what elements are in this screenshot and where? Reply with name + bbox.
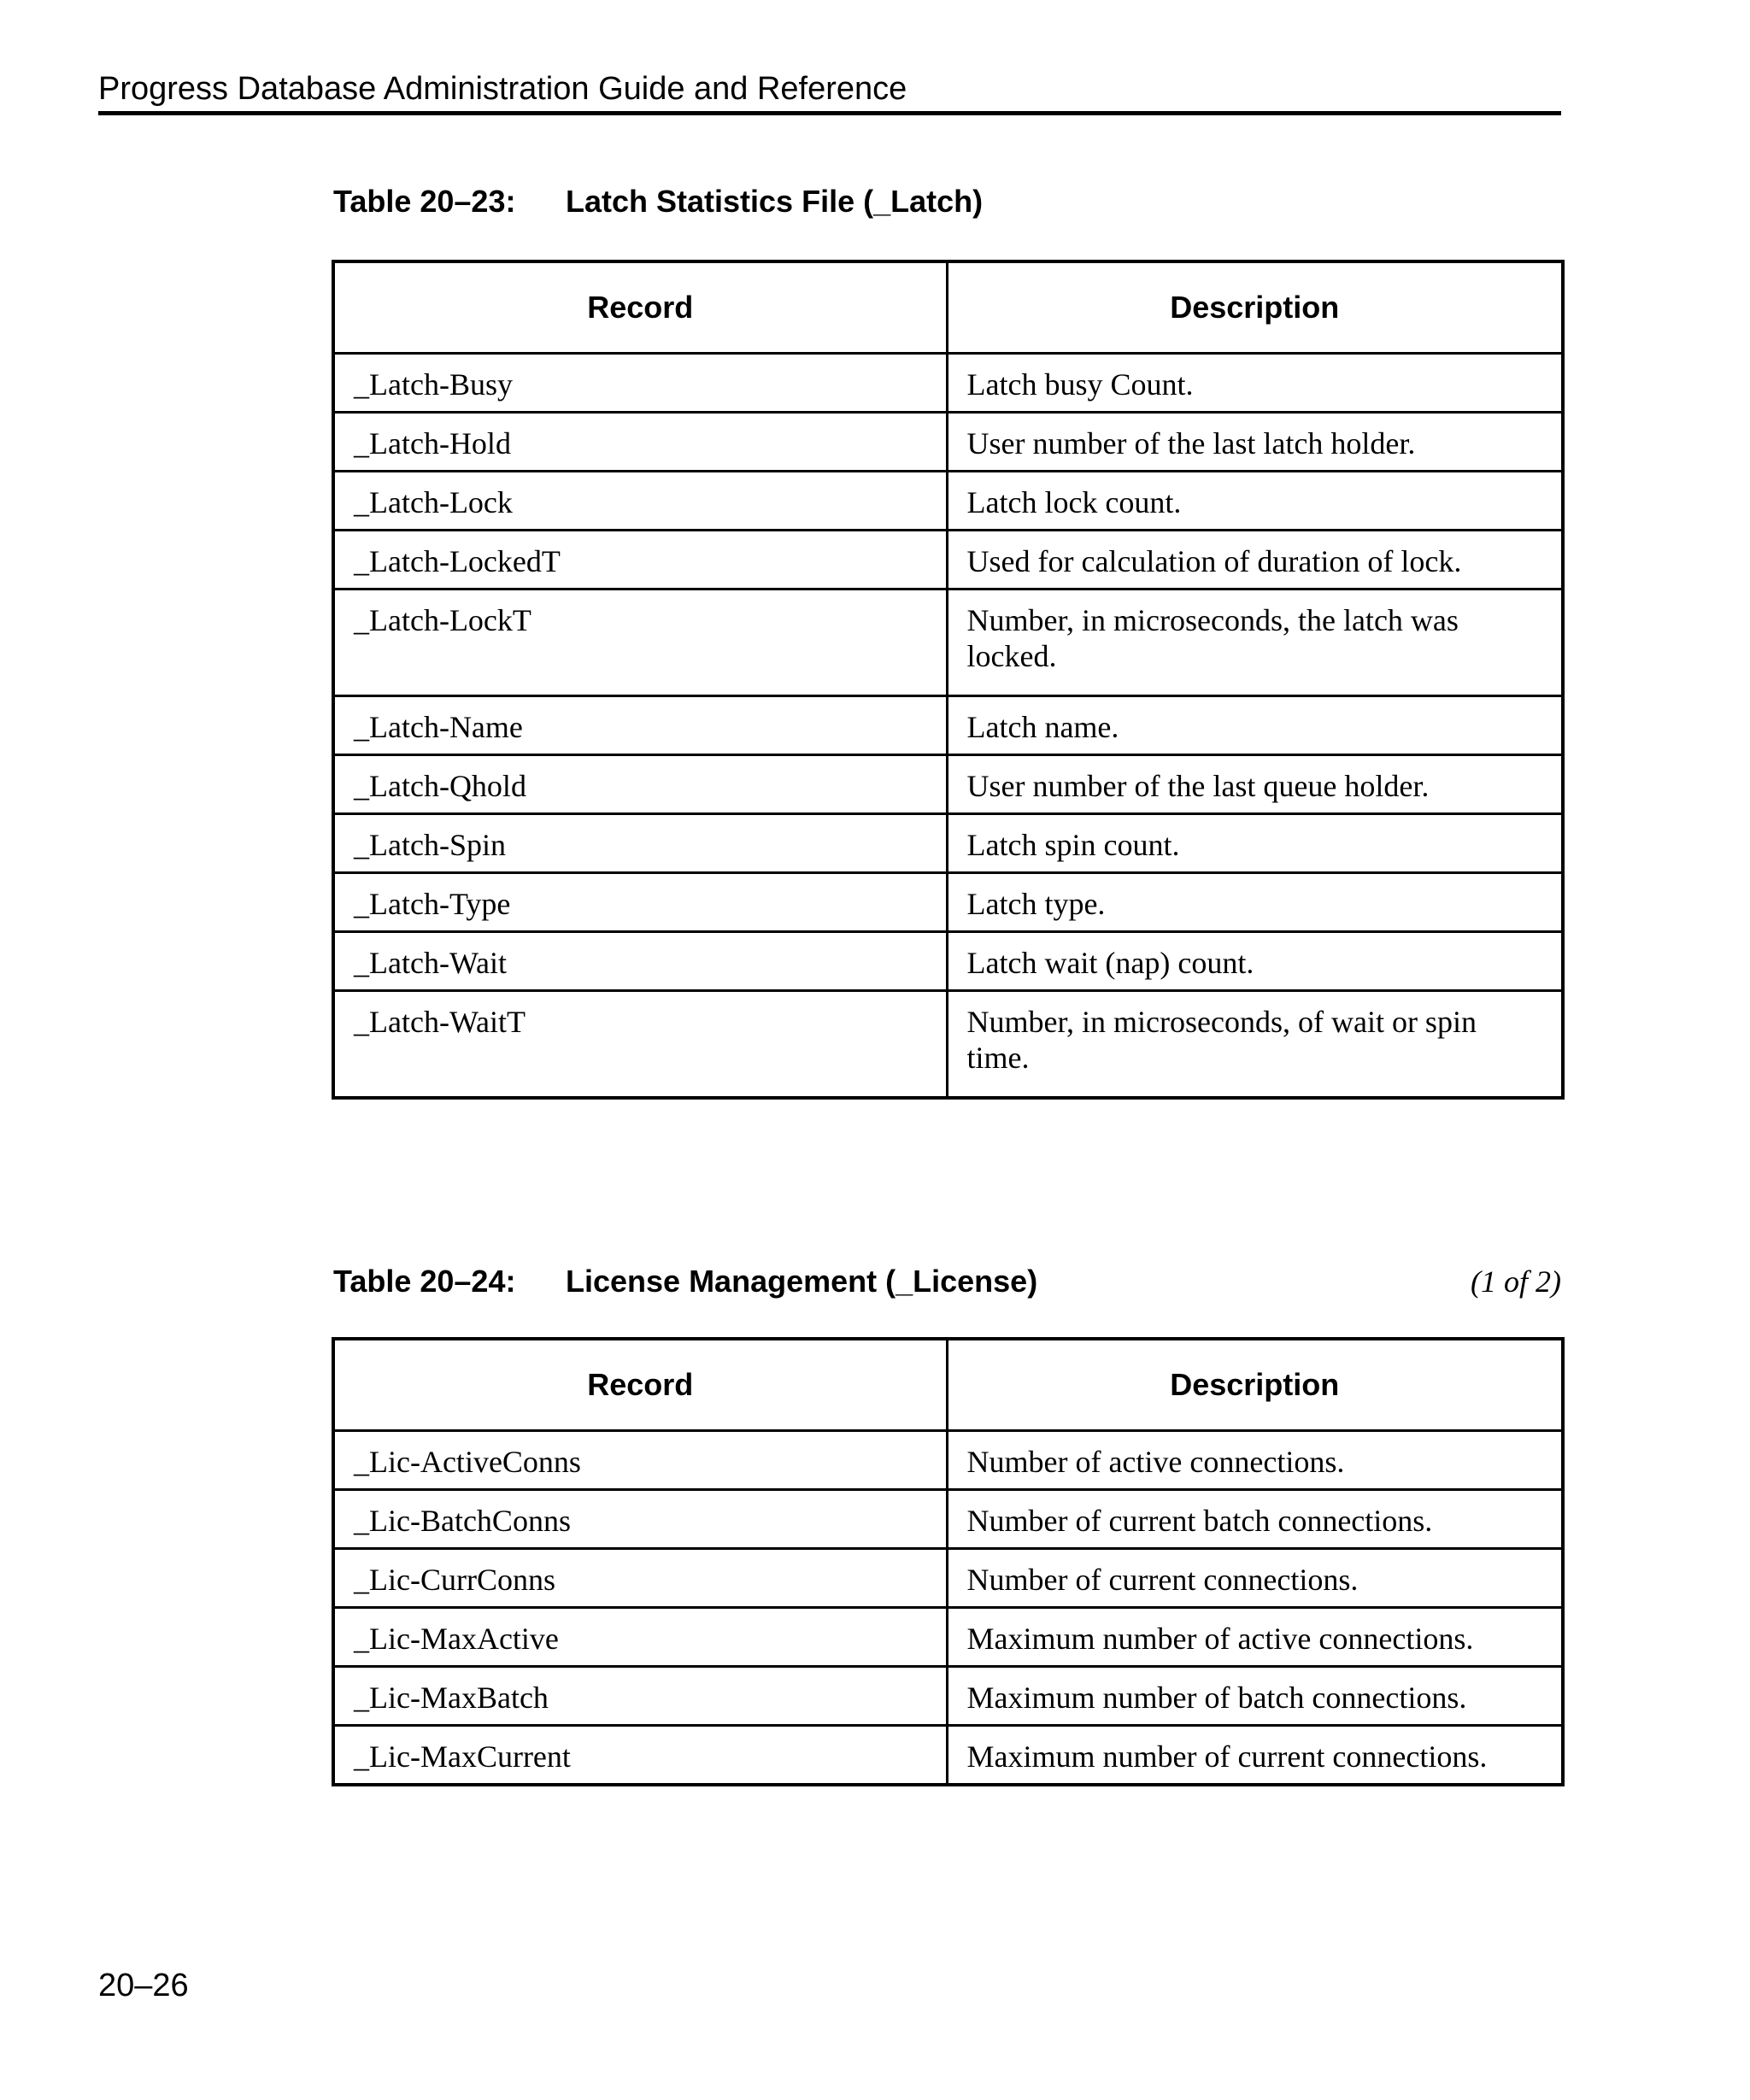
record-cell: _Lic-MaxCurrent: [333, 1726, 947, 1785]
page-number: 20–26: [98, 1968, 189, 2003]
description-cell: Number, in microseconds, of wait or spin time.: [947, 991, 1563, 1098]
table-row: [333, 755, 1563, 814]
description-cell: User number of the last latch holder.: [947, 413, 1563, 472]
record-cell: _Latch-LockT: [333, 590, 947, 696]
description-cell: User number of the last queue holder.: [947, 755, 1563, 814]
record-cell: _Lic-BatchConns: [333, 1490, 947, 1549]
description-cell: Maximum number of current connections.: [947, 1726, 1563, 1785]
description-cell: Latch type.: [947, 873, 1563, 932]
table-row: [333, 1490, 1563, 1549]
table-row: [333, 932, 1563, 991]
description-cell: Number of active connections.: [947, 1431, 1563, 1490]
table-continuation-note: (1 of 2): [1471, 1264, 1561, 1299]
table-row: [333, 873, 1563, 932]
description-cell: Latch busy Count.: [947, 354, 1563, 413]
table-row: [333, 1431, 1563, 1490]
record-cell: _Latch-Type: [333, 873, 947, 932]
column-header-record: Record: [333, 261, 947, 354]
table-row: [333, 814, 1563, 873]
description-cell: Maximum number of batch connections.: [947, 1667, 1563, 1726]
record-cell: _Latch-Hold: [333, 413, 947, 472]
record-cell: _Latch-LockedT: [333, 531, 947, 590]
table-header-row: [333, 261, 1563, 354]
description-cell: Number of current connections.: [947, 1549, 1563, 1608]
table-caption-title: License Management (_License): [566, 1264, 1038, 1299]
record-cell: _Latch-WaitT: [333, 991, 947, 1098]
table-row: [333, 696, 1563, 755]
record-cell: _Latch-Name: [333, 696, 947, 755]
table-caption-number: Table 20–24:: [333, 1264, 516, 1299]
record-cell: _Lic-ActiveConns: [333, 1431, 947, 1490]
description-cell: Latch wait (nap) count.: [947, 932, 1563, 991]
table-row: [333, 531, 1563, 590]
description-cell: Used for calculation of duration of lock.: [947, 531, 1563, 590]
table-row: [333, 590, 1563, 696]
record-cell: _Lic-CurrConns: [333, 1549, 947, 1608]
table-row: [333, 1549, 1563, 1608]
record-cell: _Latch-Lock: [333, 472, 947, 531]
table-row: [333, 1608, 1563, 1667]
column-header-record: Record: [333, 1339, 947, 1431]
record-cell: _Lic-MaxBatch: [333, 1667, 947, 1726]
table-header-row: [333, 1339, 1563, 1431]
running-header: Progress Database Administration Guide and Reference: [98, 71, 907, 107]
table-row: [333, 354, 1563, 413]
latch-statistics-table: [332, 260, 1565, 1100]
column-header-description: Description: [947, 261, 1563, 354]
description-cell: Latch spin count.: [947, 814, 1563, 873]
record-cell: _Lic-MaxActive: [333, 1608, 947, 1667]
column-header-description: Description: [947, 1339, 1563, 1431]
description-cell: Number of current batch connections.: [947, 1490, 1563, 1549]
table-row: [333, 1667, 1563, 1726]
license-management-table: [332, 1337, 1565, 1786]
record-cell: _Latch-Busy: [333, 354, 947, 413]
description-cell: Latch lock count.: [947, 472, 1563, 531]
table-row: [333, 1726, 1563, 1785]
description-cell: Latch name.: [947, 696, 1563, 755]
description-cell: Number, in microseconds, the latch was locked.: [947, 590, 1563, 696]
header-rule: [98, 111, 1561, 115]
record-cell: _Latch-Wait: [333, 932, 947, 991]
table-row: [333, 413, 1563, 472]
table-caption-license: [333, 1258, 1561, 1305]
table-caption-title: Latch Statistics File (_Latch): [566, 184, 984, 219]
record-cell: _Latch-Spin: [333, 814, 947, 873]
record-cell: _Latch-Qhold: [333, 755, 947, 814]
table-caption-number: Table 20–23:: [333, 184, 516, 219]
table-row: [333, 991, 1563, 1098]
table-row: [333, 472, 1563, 531]
table-caption-latch: [333, 178, 1561, 226]
description-cell: Maximum number of active connections.: [947, 1608, 1563, 1667]
